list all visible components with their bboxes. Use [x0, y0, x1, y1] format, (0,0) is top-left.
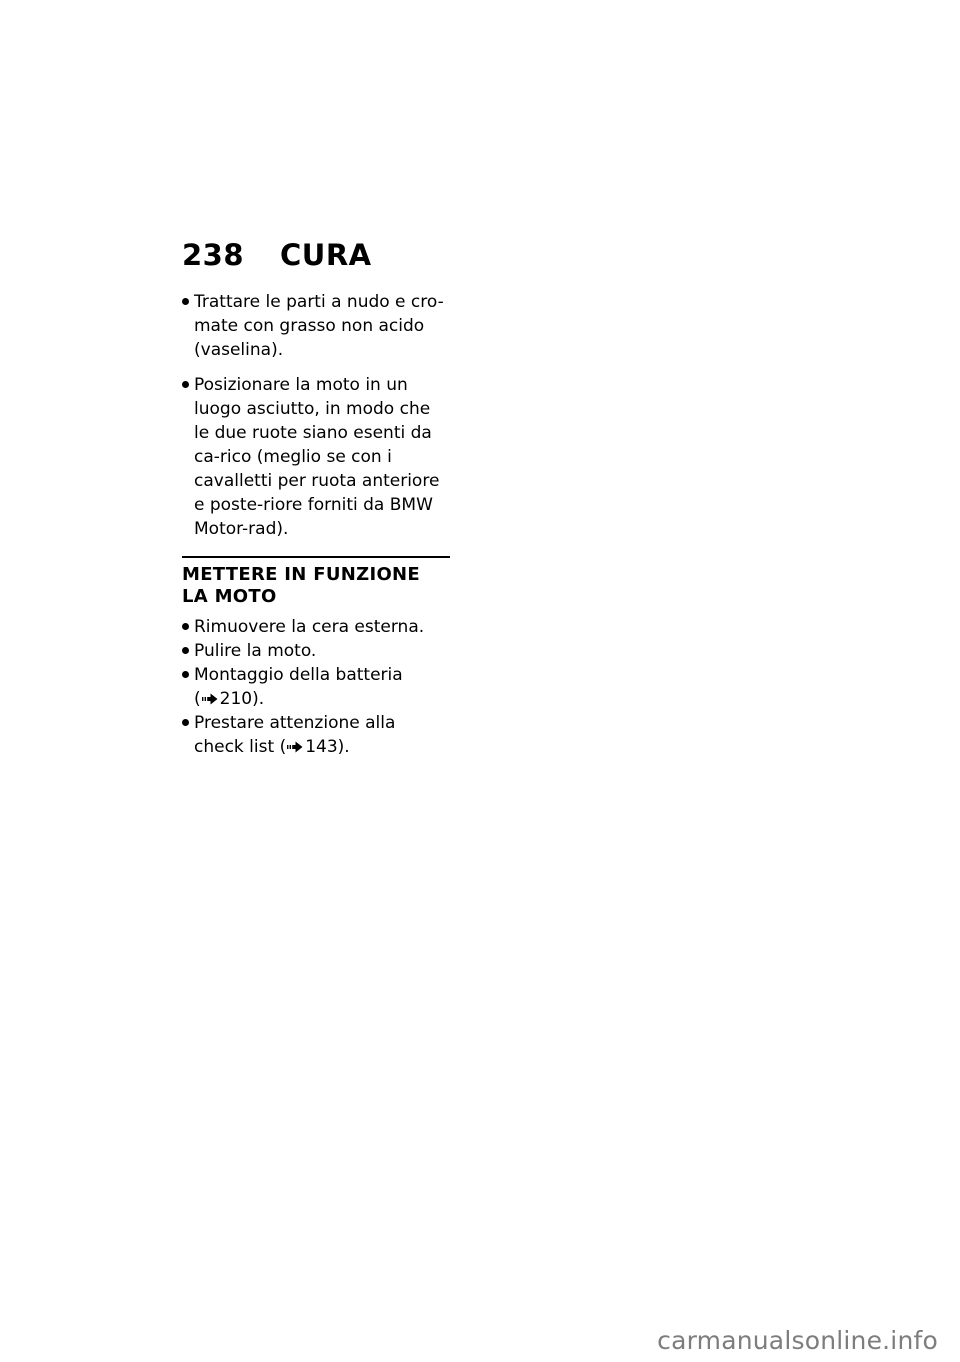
list-item-text: Rimuovere la cera esterna. [194, 617, 425, 637]
reference-close: ). [252, 689, 265, 709]
chapter-title: CURA [280, 238, 372, 272]
list-item-text: Trattare le parti a nudo e cro-mate con grasso non acido (vaselina). [194, 292, 444, 360]
page-reference[interactable] [194, 689, 264, 709]
bullet-icon [182, 719, 189, 726]
list-item [182, 639, 450, 663]
intro-list [182, 290, 450, 541]
list-item [182, 663, 450, 711]
arrow-right-icon [202, 693, 218, 705]
section-title: METTERE IN FUNZIONE LA MOTO [182, 556, 450, 608]
list-item-text: Prestare attenzione alla check list [194, 713, 396, 757]
list-item [182, 615, 450, 639]
reference-page: 210 [219, 689, 253, 709]
bullet-icon [182, 647, 189, 654]
list-item [182, 373, 450, 541]
bullet-icon [182, 298, 189, 305]
reference-page: 143 [305, 737, 338, 757]
bullet-icon [182, 623, 189, 630]
reference-open: ( [279, 737, 287, 757]
list-item-text: Pulire la moto. [194, 641, 317, 661]
reference-open: ( [194, 689, 201, 709]
reference-close: ). [337, 737, 350, 757]
page-content [182, 290, 450, 759]
watermark-text: carmanualsonline.info [657, 1326, 938, 1355]
arrow-right-icon [287, 741, 303, 753]
section-list [182, 615, 450, 759]
bullet-icon [182, 381, 189, 388]
list-item-text: Montaggio della batteria [194, 665, 403, 685]
list-item [182, 711, 450, 759]
list-item-text: Posizionare la moto in un luogo asciutto, in modo che le due ruote siano esenti da ca-rico (meglio se con i cavalletti per ruota anteriore e poste-riore forniti da BMW Motor-rad). [194, 375, 440, 539]
page-header [182, 238, 372, 272]
page-reference[interactable] [280, 737, 350, 757]
bullet-icon [182, 671, 189, 678]
list-item [182, 290, 450, 362]
page-number: 238 [182, 238, 245, 272]
